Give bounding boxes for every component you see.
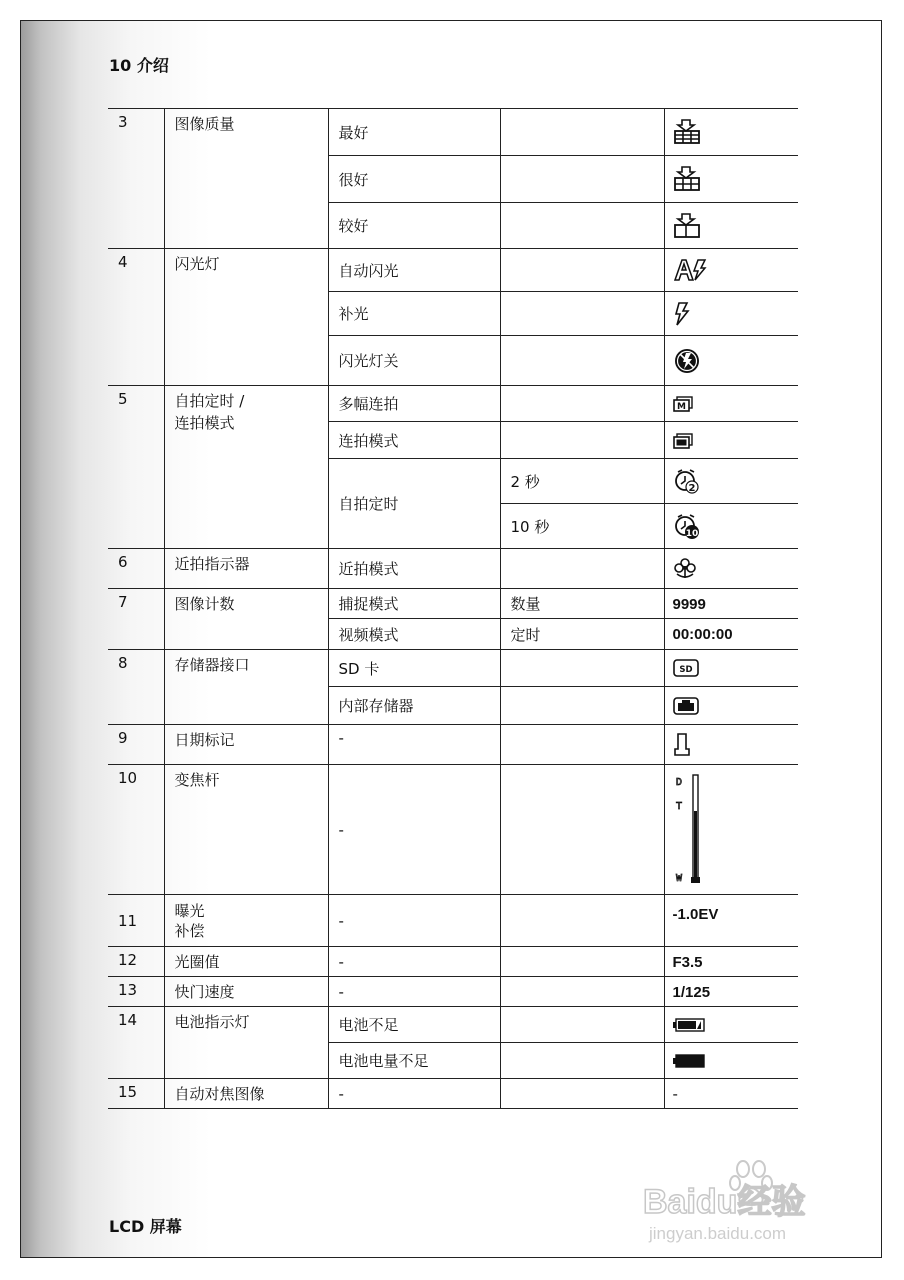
table-row: [108, 765, 798, 895]
quality-best-icon: [673, 119, 701, 145]
option-label: -: [328, 765, 500, 895]
flash-fill-icon: [673, 302, 691, 326]
sub-option: [500, 203, 664, 249]
row-name-line: 自拍定时 /: [174, 392, 245, 410]
icon-cell: [664, 249, 798, 292]
icon-cell: [664, 765, 798, 895]
sub-option: 数量: [500, 589, 664, 619]
value-cell: [664, 947, 798, 977]
internal-memory-icon: [673, 697, 699, 715]
row-name: 光圈值: [164, 947, 328, 977]
shutter-speed-value: 1/125: [672, 983, 711, 1001]
aperture-value: F3.5: [672, 953, 703, 971]
flash-auto-icon: [673, 258, 707, 282]
sd-card-text: SD: [678, 665, 693, 676]
row-number: 6: [108, 549, 164, 589]
sub-option: [500, 1043, 664, 1079]
burst-icon: [673, 433, 693, 449]
row-name: 电池指示灯: [164, 1007, 328, 1079]
value-cell: -: [664, 1079, 798, 1109]
sub-option: [500, 687, 664, 725]
icon-cell: [664, 1007, 798, 1043]
table-row: [108, 947, 798, 977]
sub-option: 10 秒: [500, 504, 664, 549]
macro-icon: [673, 558, 697, 580]
table-row: [108, 589, 798, 619]
lcd-icons-table: [108, 108, 798, 1109]
table-row: [108, 977, 798, 1007]
row-name-line: 连拍模式: [174, 414, 235, 432]
table-row: [108, 549, 798, 589]
sub-option: [500, 386, 664, 422]
sub-option: [500, 725, 664, 765]
row-name: 自动对焦图像: [164, 1079, 328, 1109]
sub-option: [500, 109, 664, 156]
option-label: 最好: [328, 109, 500, 156]
row-number: 9: [108, 725, 164, 765]
row-number: 12: [108, 947, 164, 977]
baidu-paw-icon: [643, 1159, 863, 1249]
row-number: 4: [108, 249, 164, 386]
row-name: 日期标记: [164, 725, 328, 765]
sub-option: 定时: [500, 619, 664, 650]
table-row: [108, 109, 798, 156]
sub-option: [500, 156, 664, 203]
row-name: 存储器接口: [164, 650, 328, 725]
row-name: 图像质量: [164, 109, 328, 249]
option-label: 电池不足: [328, 1007, 500, 1043]
value-cell: [664, 895, 798, 947]
sub-option: [500, 549, 664, 589]
battery-low-icon: [673, 1018, 705, 1032]
flash-off-icon: [673, 347, 701, 375]
sub-option: [500, 765, 664, 895]
option-label: 较好: [328, 203, 500, 249]
option-label: 自动闪光: [328, 249, 500, 292]
row-number: 3: [108, 109, 164, 249]
watermark-brand: Baidu经验: [643, 1183, 806, 1221]
quality-good-icon: [673, 213, 701, 239]
sub-option: [500, 422, 664, 459]
option-label: 连拍模式: [328, 422, 500, 459]
icon-cell: [664, 549, 798, 589]
option-label: 近拍模式: [328, 549, 500, 589]
icon-cell: [664, 1043, 798, 1079]
icon-cell: [664, 459, 798, 504]
sub-option: [500, 977, 664, 1007]
option-label: -: [328, 977, 500, 1007]
self-timer-10s-icon: [673, 513, 701, 539]
row-number: 13: [108, 977, 164, 1007]
icon-cell: [664, 725, 798, 765]
row-number: 14: [108, 1007, 164, 1079]
zoom-label-w: W: [675, 873, 682, 884]
option-label: 补光: [328, 292, 500, 336]
option-label: 自拍定时: [328, 459, 500, 549]
page-footer: LCD 屏幕: [109, 1217, 182, 1236]
svg-text:10: 10: [685, 529, 698, 539]
row-name-line: 曝光: [174, 901, 205, 920]
option-label: 捕捉模式: [328, 589, 500, 619]
icon-cell: [664, 336, 798, 386]
sub-option: [500, 650, 664, 687]
icon-cell: [664, 687, 798, 725]
sub-option: [500, 249, 664, 292]
option-label: 很好: [328, 156, 500, 203]
sub-option: [500, 336, 664, 386]
sub-option: [500, 947, 664, 977]
icon-cell: [664, 156, 798, 203]
row-name: 快门速度: [164, 977, 328, 1007]
value-cell: [664, 619, 798, 650]
zoom-bar-icon: [673, 771, 707, 889]
icon-cell: [664, 203, 798, 249]
option-label: 闪光灯关: [328, 336, 500, 386]
quality-better-icon: [673, 166, 701, 192]
video-time-value: 00:00:00: [672, 626, 733, 643]
row-name: [164, 895, 328, 947]
icon-cell: [664, 292, 798, 336]
watermark: [643, 1159, 863, 1249]
row-name: 变焦杆: [164, 765, 328, 895]
icon-cell: [664, 386, 798, 422]
value-cell: [664, 977, 798, 1007]
zoom-label-d: D: [675, 777, 682, 788]
row-name: 闪光灯: [164, 249, 328, 386]
icon-cell: [664, 504, 798, 549]
row-number: 7: [108, 589, 164, 650]
table-row: [108, 386, 798, 422]
option-label: 内部存储器: [328, 687, 500, 725]
table-row: [108, 249, 798, 292]
icon-cell: [664, 650, 798, 687]
sub-option: 2 秒: [500, 459, 664, 504]
option-label: -: [328, 947, 500, 977]
table-row: [108, 1007, 798, 1043]
zoom-label-t: T: [675, 801, 682, 812]
row-number: 15: [108, 1079, 164, 1109]
sub-option: [500, 1079, 664, 1109]
row-number: 11: [108, 895, 164, 947]
self-timer-2s-icon: [673, 468, 699, 494]
option-label: -: [328, 1079, 500, 1109]
sub-option: [500, 292, 664, 336]
row-name: 图像计数: [164, 589, 328, 650]
table-row: [108, 895, 798, 947]
multi-burst-icon: [673, 396, 693, 412]
row-number: 10: [108, 765, 164, 895]
exposure-value: -1.0EV: [672, 906, 719, 923]
option-label: 多幅连拍: [328, 386, 500, 422]
value-cell: [664, 589, 798, 619]
option-label: SD 卡: [328, 650, 500, 687]
watermark-url: jingyan.baidu.com: [649, 1224, 787, 1243]
page-frame: [20, 20, 882, 1258]
svg-text:2: 2: [688, 483, 695, 494]
icon-cell: [664, 422, 798, 459]
sub-option: [500, 1007, 664, 1043]
table-row: [108, 1079, 798, 1109]
option-label: 电池电量不足: [328, 1043, 500, 1079]
section-header: 10 介绍: [109, 56, 169, 75]
icon-cell: [664, 109, 798, 156]
table-row: [108, 650, 798, 687]
battery-very-low-icon: [673, 1054, 705, 1068]
row-number: 8: [108, 650, 164, 725]
svg-text:M: M: [676, 402, 686, 412]
row-name-line: 补偿: [174, 921, 205, 940]
image-count-value: 9999: [672, 595, 706, 613]
option-label: -: [328, 895, 500, 947]
option-label: -: [328, 725, 500, 765]
row-name: [164, 386, 328, 549]
table-row: [108, 725, 798, 765]
date-stamp-icon: [673, 733, 691, 757]
option-label: 视频模式: [328, 619, 500, 650]
row-name: 近拍指示器: [164, 549, 328, 589]
row-number: 5: [108, 386, 164, 549]
sd-card-icon: [673, 659, 699, 677]
sub-option: [500, 895, 664, 947]
